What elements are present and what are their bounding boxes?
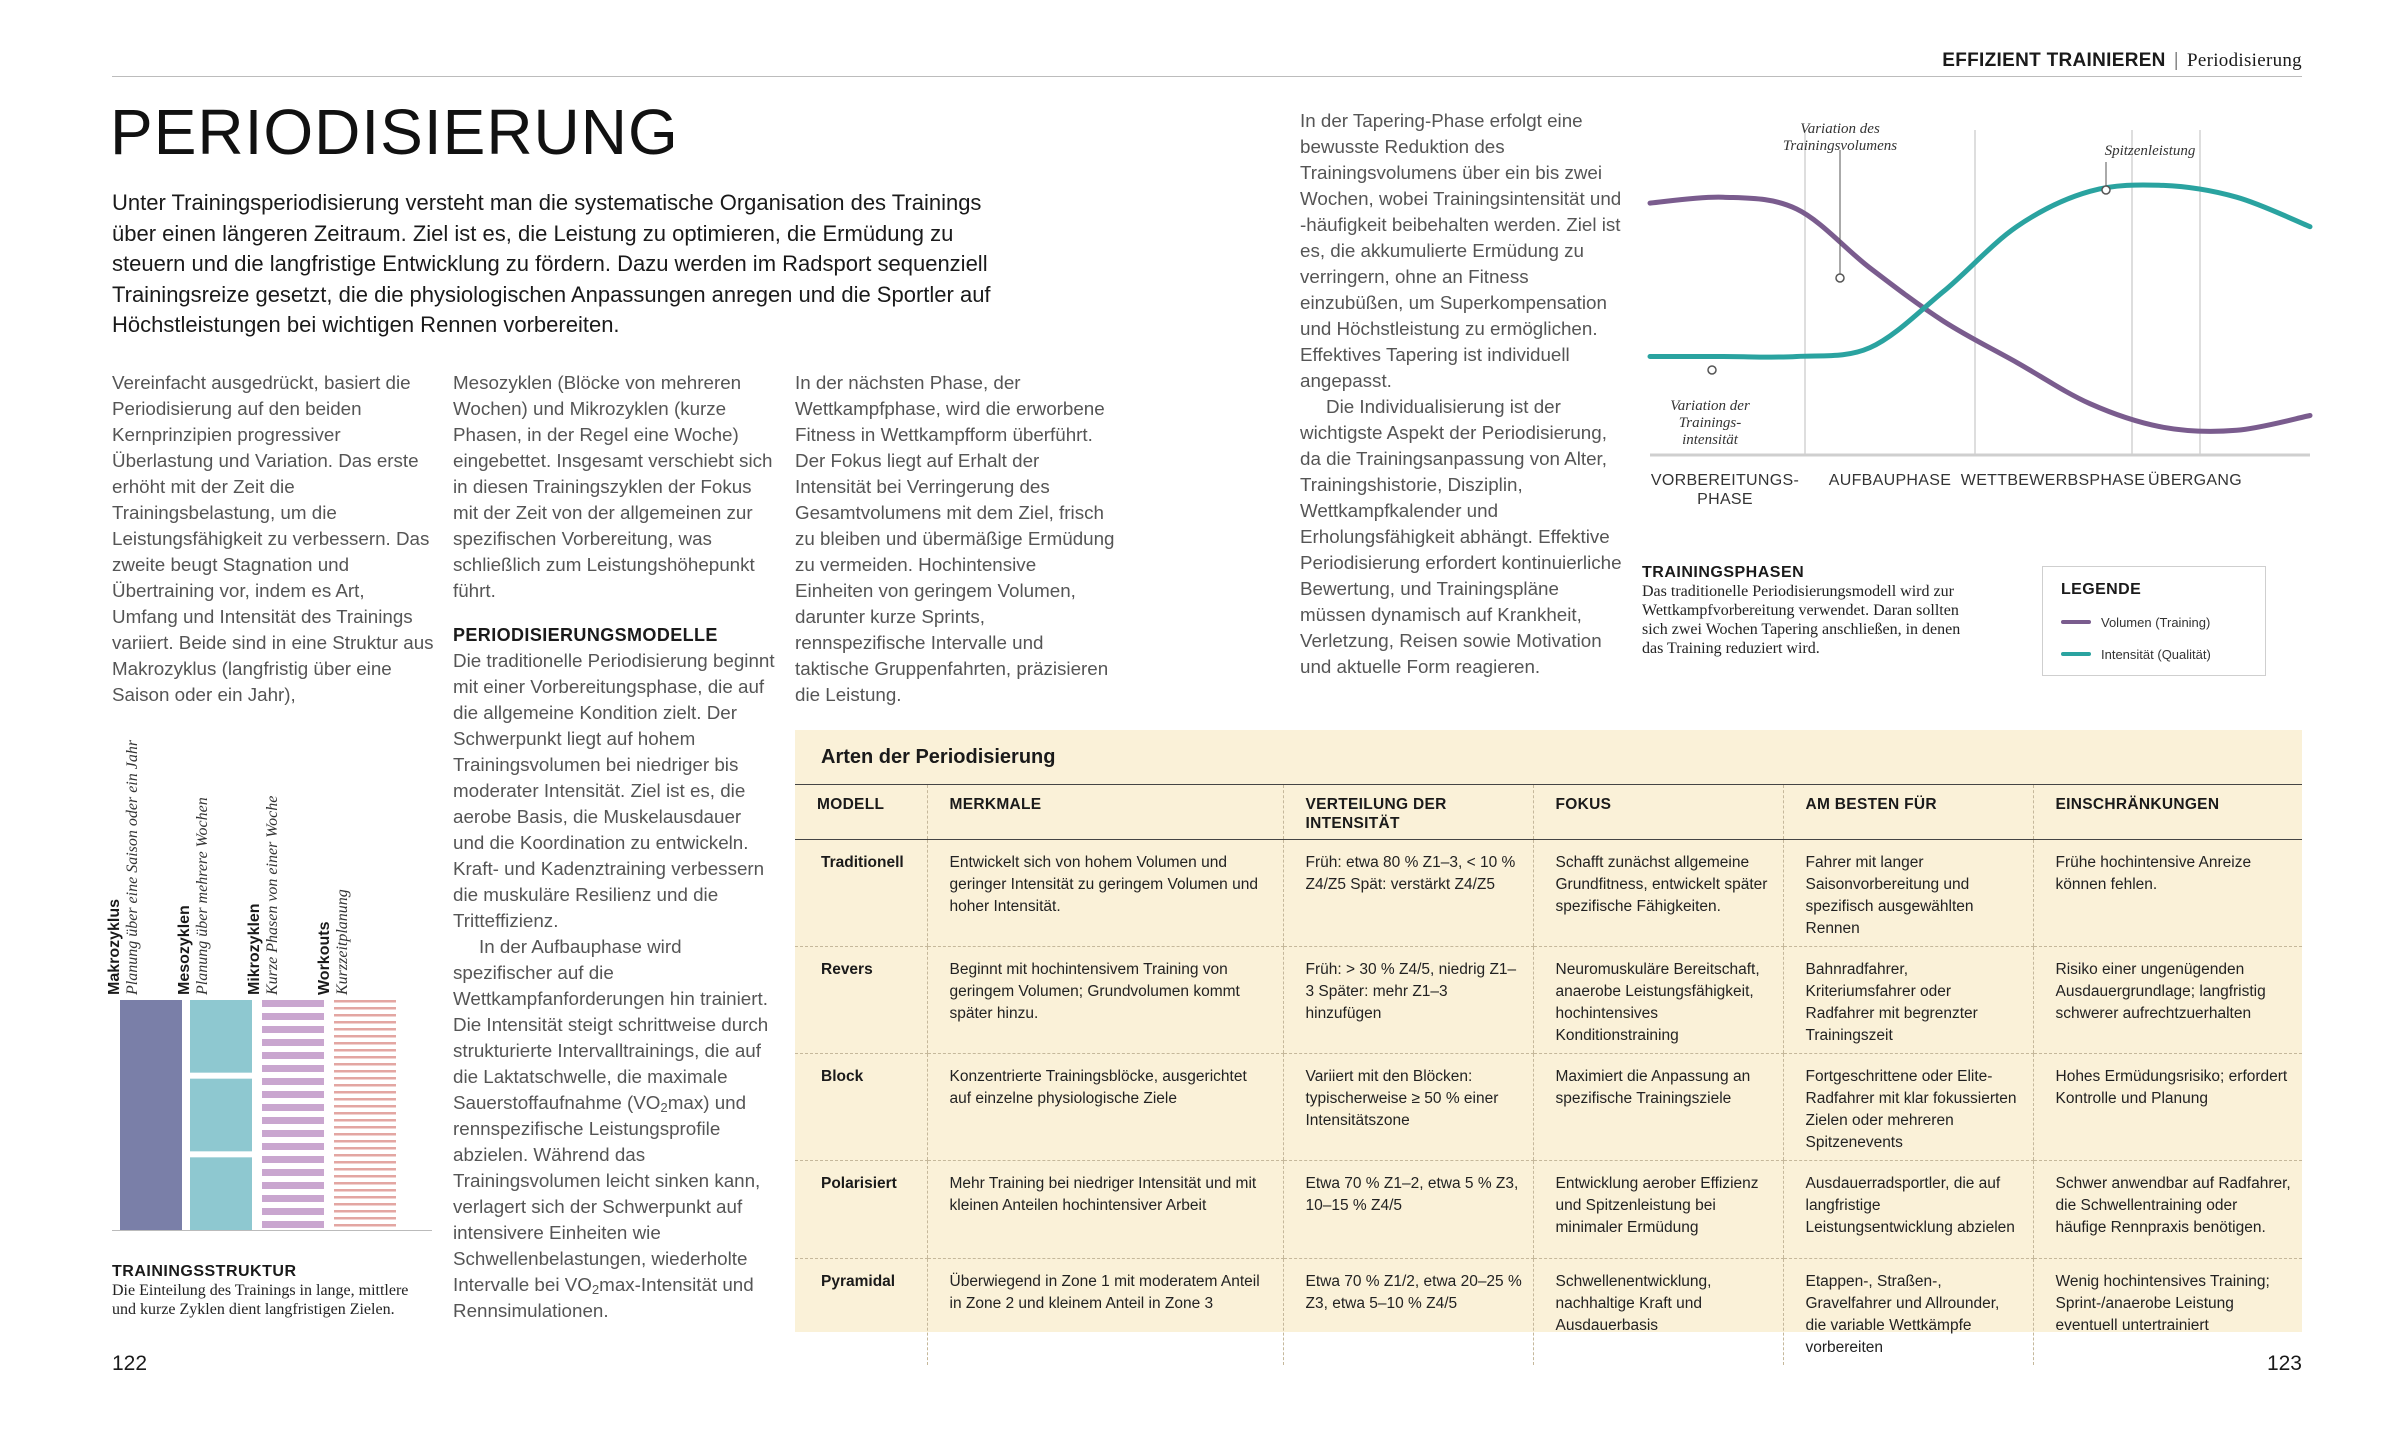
table-row bbox=[795, 840, 2302, 947]
workout-stripe bbox=[334, 1056, 396, 1059]
body-column-3 bbox=[795, 370, 1117, 708]
training-structure-figure bbox=[106, 739, 432, 1240]
workout-stripe bbox=[334, 1196, 396, 1199]
table-cell: Schwellenentwicklung, nachhaltige Kraft und Ausdauerbasis bbox=[1533, 1259, 1783, 1366]
header-merkmale: MERKMALE bbox=[927, 785, 1283, 840]
annotation-text: Variation der bbox=[1670, 398, 1750, 414]
table-cell: Etwa 70 % Z1–2, etwa 5 % Z3, 10–15 % Z4/5 bbox=[1283, 1161, 1533, 1259]
caption-title: TRAININGSSTRUKTUR bbox=[112, 1263, 297, 1280]
subscript: 2 bbox=[591, 1282, 600, 1297]
legend-swatch bbox=[2061, 620, 2091, 624]
table-cell: Früh: etwa 80 % Z1–3, < 10 % Z4/Z5 Spät: verstärkt Z4/Z5 bbox=[1283, 840, 1533, 947]
table-cell: Überwiegend in Zone 1 mit moderatem Anteil in Zone 2 und kleinem Anteil in Zone 3 bbox=[927, 1259, 1283, 1366]
workout-stripe bbox=[334, 1168, 396, 1171]
annotation-text: Spitzenleistung bbox=[2104, 143, 2196, 159]
legend-item-intensity bbox=[2061, 641, 2247, 667]
workout-stripe bbox=[334, 1203, 396, 1206]
label-desc: Kurze Phasen von einer Woche bbox=[264, 795, 281, 995]
workout-stripe bbox=[334, 1217, 396, 1220]
running-head bbox=[1942, 50, 2302, 72]
structure-bars bbox=[112, 760, 432, 1240]
cell-model: Block bbox=[795, 1054, 927, 1161]
mikrozyklus-stripe bbox=[262, 1000, 324, 1007]
legend-label: Volumen (Training) bbox=[2101, 614, 2211, 630]
chart-legend bbox=[2042, 566, 2266, 676]
mesozyklus-block bbox=[190, 1079, 252, 1152]
mikrozyklus-stripe bbox=[262, 1182, 324, 1189]
mikrozyklus-stripe bbox=[262, 1169, 324, 1176]
training-phases-chart bbox=[1640, 110, 2320, 530]
caption-body: Die Einteilung des Trainings in lange, mittlere und kurze Zyklen dient langfristigen Zielen. bbox=[112, 1282, 409, 1318]
label-title: Workouts bbox=[316, 921, 333, 995]
workout-stripe bbox=[334, 1175, 396, 1178]
volume-line bbox=[1650, 197, 2310, 431]
table-row bbox=[795, 1161, 2302, 1259]
running-head-subsection: Periodisierung bbox=[2186, 50, 2302, 71]
workout-stripe bbox=[334, 1063, 396, 1066]
workout-stripe bbox=[334, 1224, 396, 1227]
table-title: Arten der Periodisierung bbox=[821, 746, 1056, 768]
chart-caption bbox=[1642, 563, 1962, 658]
mikrozyklus-stripe bbox=[262, 1208, 324, 1215]
workout-stripe bbox=[334, 1189, 396, 1192]
table-header-row bbox=[795, 785, 2302, 840]
mikrozyklus-stripe bbox=[262, 1013, 324, 1020]
annotation-dot bbox=[2102, 186, 2110, 194]
table-cell: Entwicklung aerober Effizienz und Spitzenleistung bei minimaler Ermüdung bbox=[1533, 1161, 1783, 1259]
table-cell: Hohes Ermüdungsrisiko; erfordert Kontrolle und Planung bbox=[2033, 1054, 2302, 1161]
workout-stripe bbox=[334, 1091, 396, 1094]
header-am-besten-fuer: AM BESTEN FÜR bbox=[1783, 785, 2033, 840]
workout-stripe bbox=[334, 1112, 396, 1115]
phase-label: VORBEREITUNGS- bbox=[1650, 472, 1800, 489]
mikrozyklus-stripe bbox=[262, 1091, 324, 1098]
phase-label: ÜBERGANG bbox=[2148, 472, 2242, 489]
table-cell: Fahrer mit langer Saisonvorbereitung und spezifisch ausgewählten Rennen bbox=[1783, 840, 2033, 947]
intensity-line bbox=[1650, 185, 2310, 357]
subscript: 2 bbox=[660, 1100, 668, 1115]
workout-stripe bbox=[334, 1147, 396, 1150]
caption-title: TRAININGSPHASEN bbox=[1642, 564, 1805, 581]
workout-stripe bbox=[334, 1070, 396, 1073]
table-cell: Früh: > 30 % Z4/5, niedrig Z1–3 Später: mehr Z1–3 hinzufügen bbox=[1283, 947, 1533, 1054]
phase-label: AUFBAUPHASE bbox=[1828, 472, 1952, 489]
table-row bbox=[795, 1259, 2302, 1366]
phase-label: PHASE bbox=[1697, 491, 1753, 508]
annotation-dot bbox=[1836, 274, 1844, 282]
workout-stripe bbox=[334, 1084, 396, 1087]
workout-stripe bbox=[334, 1119, 396, 1122]
table-cell: Etwa 70 % Z1/2, etwa 20–25 % Z3, etwa 5–10 % Z4/5 bbox=[1283, 1259, 1533, 1366]
table-cell: Maximiert die Anpassung an spezifische Trainingsziele bbox=[1533, 1054, 1783, 1161]
body-paragraph bbox=[453, 934, 775, 1324]
caption-body: Das traditionelle Periodisierungsmodell wird zur Wettkampfvorbereitung verwendet. Daran sollten sich zwei Wochen Tapering anschließen, in denen das Training reduziert wird. bbox=[1642, 583, 1961, 657]
table-cell: Ausdauerradsportler, die auf langfristige Leistungsentwicklung abzielen bbox=[1783, 1161, 2033, 1259]
mikrozyklus-stripe bbox=[262, 1039, 324, 1046]
workout-stripe bbox=[334, 1133, 396, 1136]
periodization-table bbox=[795, 784, 2302, 1365]
mikrozyklus-stripe bbox=[262, 1026, 324, 1033]
annotation-dot bbox=[1708, 366, 1716, 374]
workout-stripe bbox=[334, 1028, 396, 1031]
workout-stripe bbox=[334, 1140, 396, 1143]
table-cell: Wenig hochintensives Training; Sprint-/anaerobe Leistung eventuell untertrainiert bbox=[2033, 1259, 2302, 1366]
body-paragraph: In der nächsten Phase, der Wettkampfphase, wird die erworbene Fitness in Wettkampfform überführt. Der Fokus liegt auf Erhalt der Intensität bei Verringerung des Gesamtvolumens mit dem Ziel, frisch zu bleiben und übermäßige Ermüdung zu vermeiden. Hochintensive Einheiten von geringem Volumen, darunter kurze Sprints, rennspezifische Intervalle und taktische Gruppenfahrten, präzisieren die Leistung. bbox=[795, 372, 1115, 705]
mesozyklus-block bbox=[190, 1157, 252, 1230]
mikrozyklus-stripe bbox=[262, 1117, 324, 1124]
workout-stripe bbox=[334, 1210, 396, 1213]
annotation-text: Trainingsvolumens bbox=[1782, 138, 1898, 154]
workout-stripe bbox=[334, 1042, 396, 1045]
body-column-4 bbox=[1300, 108, 1622, 680]
table-cell: Mehr Training bei niedriger Intensität und mit kleinen Anteilen hochintensiver Arbeit bbox=[927, 1161, 1283, 1259]
table-row bbox=[795, 947, 2302, 1054]
label-desc: Kurzzeitplanung bbox=[334, 889, 351, 995]
periodization-table-box bbox=[795, 730, 2302, 1356]
mesozyklus-block bbox=[190, 1000, 252, 1073]
table-row bbox=[795, 1054, 2302, 1161]
text-run: max-Intensität und Rennsimulationen. bbox=[453, 1274, 754, 1321]
table-cell: Bahnradfahrer, Kriteriumsfahrer oder Radfahrer mit begrenzter Trainingszeit bbox=[1783, 947, 2033, 1054]
body-column-1 bbox=[112, 370, 434, 708]
workout-stripe bbox=[334, 1098, 396, 1101]
label-desc: Planung über eine Saison oder ein Jahr bbox=[124, 739, 141, 995]
table-cell: Frühe hochintensive Anreize können fehlen. bbox=[2033, 840, 2302, 947]
mikrozyklus-stripe bbox=[262, 1221, 324, 1228]
cell-model: Pyramidal bbox=[821, 1273, 896, 1290]
mikrozyklus-stripe bbox=[262, 1078, 324, 1085]
header-modell: MODELL bbox=[795, 785, 927, 840]
structure-baseline bbox=[112, 1230, 432, 1231]
table-cell: Beginnt mit hochintensivem Training von geringem Volumen; Grundvolumen kommt später hinzu. bbox=[927, 947, 1283, 1054]
mikrozyklus-stripe bbox=[262, 1065, 324, 1072]
chart-svg bbox=[1640, 110, 2320, 530]
running-head-separator: | bbox=[2173, 50, 2179, 71]
header-fokus: FOKUS bbox=[1533, 785, 1783, 840]
cell-model: Revers bbox=[795, 947, 927, 1054]
header-einschraenkungen: EINSCHRÄNKUNGEN bbox=[2033, 785, 2302, 840]
table-cell: Entwickelt sich von hohem Volumen und geringer Intensität zu geringem Volumen und hoher Intensität. bbox=[927, 840, 1283, 947]
table-cell: Schafft zunächst allgemeine Grundfitness, entwickelt später spezifische Fähigkeiten. bbox=[1533, 840, 1783, 947]
annotation-text: Trainings- bbox=[1678, 415, 1742, 431]
mikrozyklus-stripe bbox=[262, 1130, 324, 1137]
workout-stripe bbox=[334, 1182, 396, 1185]
legend-swatch bbox=[2061, 652, 2091, 656]
page-number-left: 122 bbox=[112, 1352, 148, 1375]
annotation-intensity bbox=[1670, 366, 1750, 448]
page-title: PERIODISIERUNG bbox=[110, 96, 679, 168]
table-cell: Risiko einer ungenügenden Ausdauergrundlage; langfristig schwerer aufrechtzuerhalten bbox=[2033, 947, 2302, 1054]
table-cell: Etappen-, Straßen-, Gravelfahrer und Allrounder, die variable Wettkämpfe vorbereiten bbox=[1783, 1259, 2033, 1366]
table-cell: Neuromuskuläre Bereitschaft, anaerobe Leistungsfähigkeit, hochintensives Konditionstraining bbox=[1533, 947, 1783, 1054]
workout-stripe bbox=[334, 1021, 396, 1024]
structure-caption bbox=[112, 1262, 432, 1319]
body-paragraph: Die traditionelle Periodisierung beginnt mit einer Vorbereitungsphase, die auf die allgemeine Kondition zielt. Der Schwerpunkt liegt auf hohem Trainingsvolumen bei niedriger bis moderater Intensität. Ziel ist es, die aerobe Basis, die Muskelausdauer und die Koordination zu entwickeln. Kraft- und Kadenztraining verbessern die muskuläre Resilienz und die Tritteffizienz. bbox=[453, 650, 775, 931]
text-run: max) und rennspezifische Leistungsprofile abzielen. Während das Trainingsvolumen leicht sinken kann, verlagert sich der Schwerpunkt auf intensivere Einheiten wie Schwellenbelastungen, wiederholte Intervalle bei VO bbox=[453, 1092, 761, 1295]
legend-label: Intensität (Qualität) bbox=[2101, 646, 2211, 662]
workout-stripe bbox=[334, 1126, 396, 1129]
mikrozyklus-stripe bbox=[262, 1104, 324, 1111]
phase-label: WETTBEWERBSPHASE bbox=[1960, 472, 2146, 489]
workout-stripe bbox=[334, 1000, 396, 1003]
body-paragraph: Vereinfacht ausgedrückt, basiert die Periodisierung auf den beiden Kernprinzipien progressiver Überlastung und Variation. Das erste erhöht mit der Zeit die Trainingsbelastung, um die Leistungsfähigkeit zu verbessern. Das zweite beugt Stagnation und Übertraining vor, indem es Art, Umfang und Intensität des Trainings variiert. Beide sind in eine Struktur aus Makrozyklus (langfristig über eine Saison oder ein Jahr), bbox=[112, 372, 434, 705]
lead-paragraph: Unter Trainingsperiodisierung versteht man die systematische Organisation des Trainings über einen längeren Zeitraum. Ziel ist es, die Leistung zu optimieren, die Ermüdung zu steuern und die langfristige Entwicklung zu fördern. Dazu werden im Radsport sequenziell Trainingsreize gesetzt, die die physiologischen Anpassungen anregen und die Sportler auf Höchstleistungen bei wichtigen Rennen vorbereiten. bbox=[112, 190, 991, 337]
mikrozyklus-stripe bbox=[262, 1143, 324, 1150]
mikrozyklus-stripe bbox=[262, 1052, 324, 1059]
workout-stripe bbox=[334, 1035, 396, 1038]
label-title: Mikrozyklen bbox=[246, 903, 263, 995]
body-column-2 bbox=[453, 370, 775, 1324]
mikrozyklus-stripe bbox=[262, 1156, 324, 1163]
workout-stripe bbox=[334, 1105, 396, 1108]
body-paragraph: Mesozyklen (Blöcke von mehreren Wochen) und Mikrozyklen (kurze Phasen, in der Regel eine Woche) eingebettet. Insgesamt verschiebt sich in diesen Trainingszyklen der Fokus mit der Zeit von der allgemeinen zur spezifischen Vorbereitung, was schließlich zum Leistungshöhepunkt führt. bbox=[453, 372, 773, 601]
annotation-text: Variation des bbox=[1800, 121, 1880, 137]
page-number-right: 123 bbox=[2266, 1352, 2302, 1375]
section-subhead: PERIODISIERUNGSMODELLE bbox=[453, 625, 718, 645]
workout-stripe bbox=[334, 1049, 396, 1052]
text-run: In der Aufbauphase wird spezifischer auf die Wettkampfanforderungen hin trainiert. Die Intensität steigt schrittweise durch strukturierte Intervalltrainings, die auf die Laktatschwelle, die maximale Sauerstoffaufnahme (VO bbox=[453, 936, 769, 1113]
running-head-section: EFFIZIENT TRAINIEREN bbox=[1942, 50, 2166, 71]
body-paragraph: In der Tapering-Phase erfolgt eine bewusste Reduktion des Trainingsvolumens über ein bis zwei Wochen, wobei Trainingsintensität und -häufigkeit beibehalten werden. Ziel ist es, die akkumulierte Ermüdung zu verringern, ohne an Fitness einzubüßen, um Superkompensation und Höchstleistung zu ermöglichen. Effektives Tapering ist individuell angepasst. bbox=[1300, 110, 1622, 391]
table-cell: Konzentrierte Trainingsblöcke, ausgerichtet auf einzelne physiologische Ziele bbox=[927, 1054, 1283, 1161]
workout-stripe bbox=[334, 1161, 396, 1164]
table-cell: Schwer anwendbar auf Radfahrer, die Schwellentraining oder häufige Rennpraxis benötigen. bbox=[2033, 1161, 2302, 1259]
legend-item-volume bbox=[2061, 609, 2247, 635]
label-title: Makrozyklus bbox=[106, 898, 123, 995]
cell-model: Polarisiert bbox=[795, 1161, 927, 1259]
annotation-volume bbox=[1783, 121, 1897, 282]
workout-stripe bbox=[334, 1014, 396, 1017]
label-title: Mesozyklen bbox=[176, 905, 193, 995]
table-cell: Variiert mit den Blöcken: typischerweise ≥ 50 % einer Intensitätszone bbox=[1283, 1054, 1533, 1161]
workout-stripe bbox=[334, 1077, 396, 1080]
workout-stripe bbox=[334, 1154, 396, 1157]
body-paragraph: Die Individualisierung ist der wichtigste Aspekt der Periodisierung, da die Trainingsanpassung von Alter, Trainingshistorie, Disziplin, Wettkampfkalender und Erholungsfähigkeit abhängt. Effektive Periodisierung erfordert kontinuierliche Bewertung, und Trainingspläne müssen dynamisch auf Krankheit, Verletzung, Reisen sowie Motivation und aktuelle Form reagieren. bbox=[1300, 396, 1622, 677]
table-cell: Fortgeschrittene oder Elite-Radfahrer mit klar fokussierten Zielen oder mehreren Spitzenevents bbox=[1783, 1054, 2033, 1161]
workout-stripe bbox=[334, 1007, 396, 1010]
header-verteilung: VERTEILUNG DER INTENSITÄT bbox=[1283, 785, 1533, 840]
cell-model: Traditionell bbox=[795, 840, 927, 947]
legend-title: LEGENDE bbox=[2061, 581, 2142, 598]
annotation-text: intensität bbox=[1682, 432, 1738, 448]
makrozyklus-bar bbox=[120, 1000, 182, 1230]
mikrozyklus-stripe bbox=[262, 1195, 324, 1202]
header-rule bbox=[112, 76, 2302, 77]
label-desc: Planung über mehrere Wochen bbox=[194, 797, 211, 995]
